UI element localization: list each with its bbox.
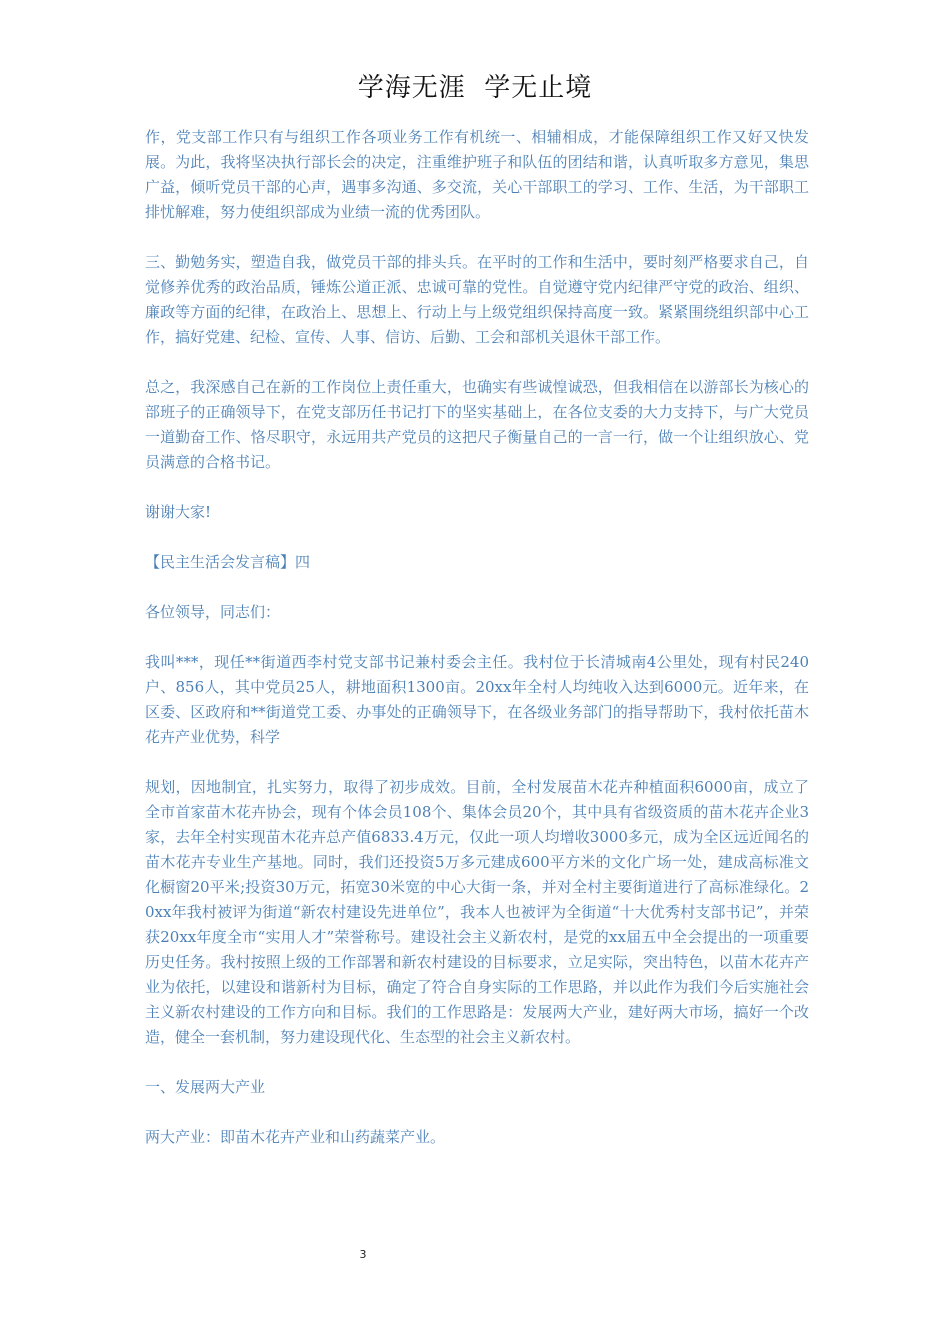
document-body bbox=[145, 125, 809, 1175]
page-header-title: 学海无涯 学无止境 bbox=[357, 73, 593, 103]
paragraph-two-industries: 两大产业：即苗木花卉产业和山药蔬菜产业。 bbox=[145, 1128, 446, 1146]
section-heading-two-industries: 一、发展两大产业 bbox=[145, 1078, 266, 1096]
paragraph-thanks: 谢谢大家! bbox=[145, 503, 212, 521]
paragraph-greeting: 各位领导，同志们： bbox=[145, 603, 281, 621]
paragraph-section-three: 三、勤勉务实，塑造自我，做党员干部的排头兵。在平时的工作和生活中，要时刻严格要求自己，自觉修养优秀的政治品质，锤炼公道正派、忠诚可靠的党性。自觉遵守党内纪律严守党的政治、组织、廉政等方面的纪律，在政治上、思想上、行动上与上级党组织保持高度一致。紧紧围绕组织部中心工作，搞好党建、纪检、宣传、人事、信访、后勤、工会和部机关退休干部工作。 bbox=[145, 253, 809, 346]
paragraph-introduction: 我叫***，现任**街道西李村党支部书记兼村委会主任。我村位于长清城南4公里处，现有村民240户、856人，其中党员25人，耕地面积1300亩。20xx年全村人均纯收入达到6000元。近年来，在区委、区政府和**街道党工委、办事处的正确领导下，在各级业务部门的指导帮助下，我村依托苗木花卉产业优势，科学 bbox=[145, 653, 809, 746]
page-number: 3 bbox=[359, 1248, 367, 1261]
section-heading-speech-four: 【民主生活会发言稿】四 bbox=[145, 553, 311, 571]
paragraph-conclusion: 总之，我深感自己在新的工作岗位上责任重大，也确实有些诚惶诚恐，但我相信在以游部长为核心的部班子的正确领导下，在党支部历任书记打下的坚实基础上，在各位支委的大力支持下，与广大党员一道勤奋工作、恪尽职守，永远用共产党员的这把尺子衡量自己的一言一行，做一个让组织放心、党员满意的合格书记。 bbox=[145, 378, 809, 471]
paragraph-achievements: 规划，因地制宜，扎实努力，取得了初步成效。目前，全村发展苗木花卉种植面积6000亩，成立了全市首家苗木花卉协会，现有个体会员108个、集体会员20个，其中具有省级资质的苗木花卉企业3家，去年全村实现苗木花卉总产值6833.4万元，仅此一项人均增收3000多元，成为全区远近闻名的苗木花卉专业生产基地。同时，我们还投资5万多元建成600平方米的文化广场一处，建成高标准文化橱窗20平米;投资30万元，拓宽30米宽的中心大街一条，并对全村主要街道进行了高标准绿化。20xx年我村被评为街道“新农村建设先进单位”，我本人也被评为全街道“十大优秀村支部书记”，并荣获20xx年度全市“实用人才”荣誉称号。建设社会主义新农村，是党的xx届五中全会提出的一项重要历史任务。我村按照上级的工作部署和新农村建设的目标要求，立足实际，突出特色，以苗木花卉产业为依托，以建设和谐新村为目标，确定了符合自身实际的工作思路，并以此作为我们今后实施社会主义新农村建设的工作方向和目标。我们的工作思路是：发展两大产业，建好两大市场，搞好一个改造，健全一套机制，努力建设现代化、生态型的社会主义新农村。 bbox=[145, 778, 809, 1046]
paragraph-organization-work: 作，党支部工作只有与组织工作各项业务工作有机统一、相辅相成，才能保障组织工作又好又快发展。为此，我将坚决执行部长会的决定，注重维护班子和队伍的团结和谐，认真听取多方意见，集思广益，倾听党员干部的心声，遇事多沟通、多交流，关心干部职工的学习、工作、生活，为干部职工排忧解难，努力使组织部成为业绩一流的优秀团队。 bbox=[145, 128, 809, 221]
